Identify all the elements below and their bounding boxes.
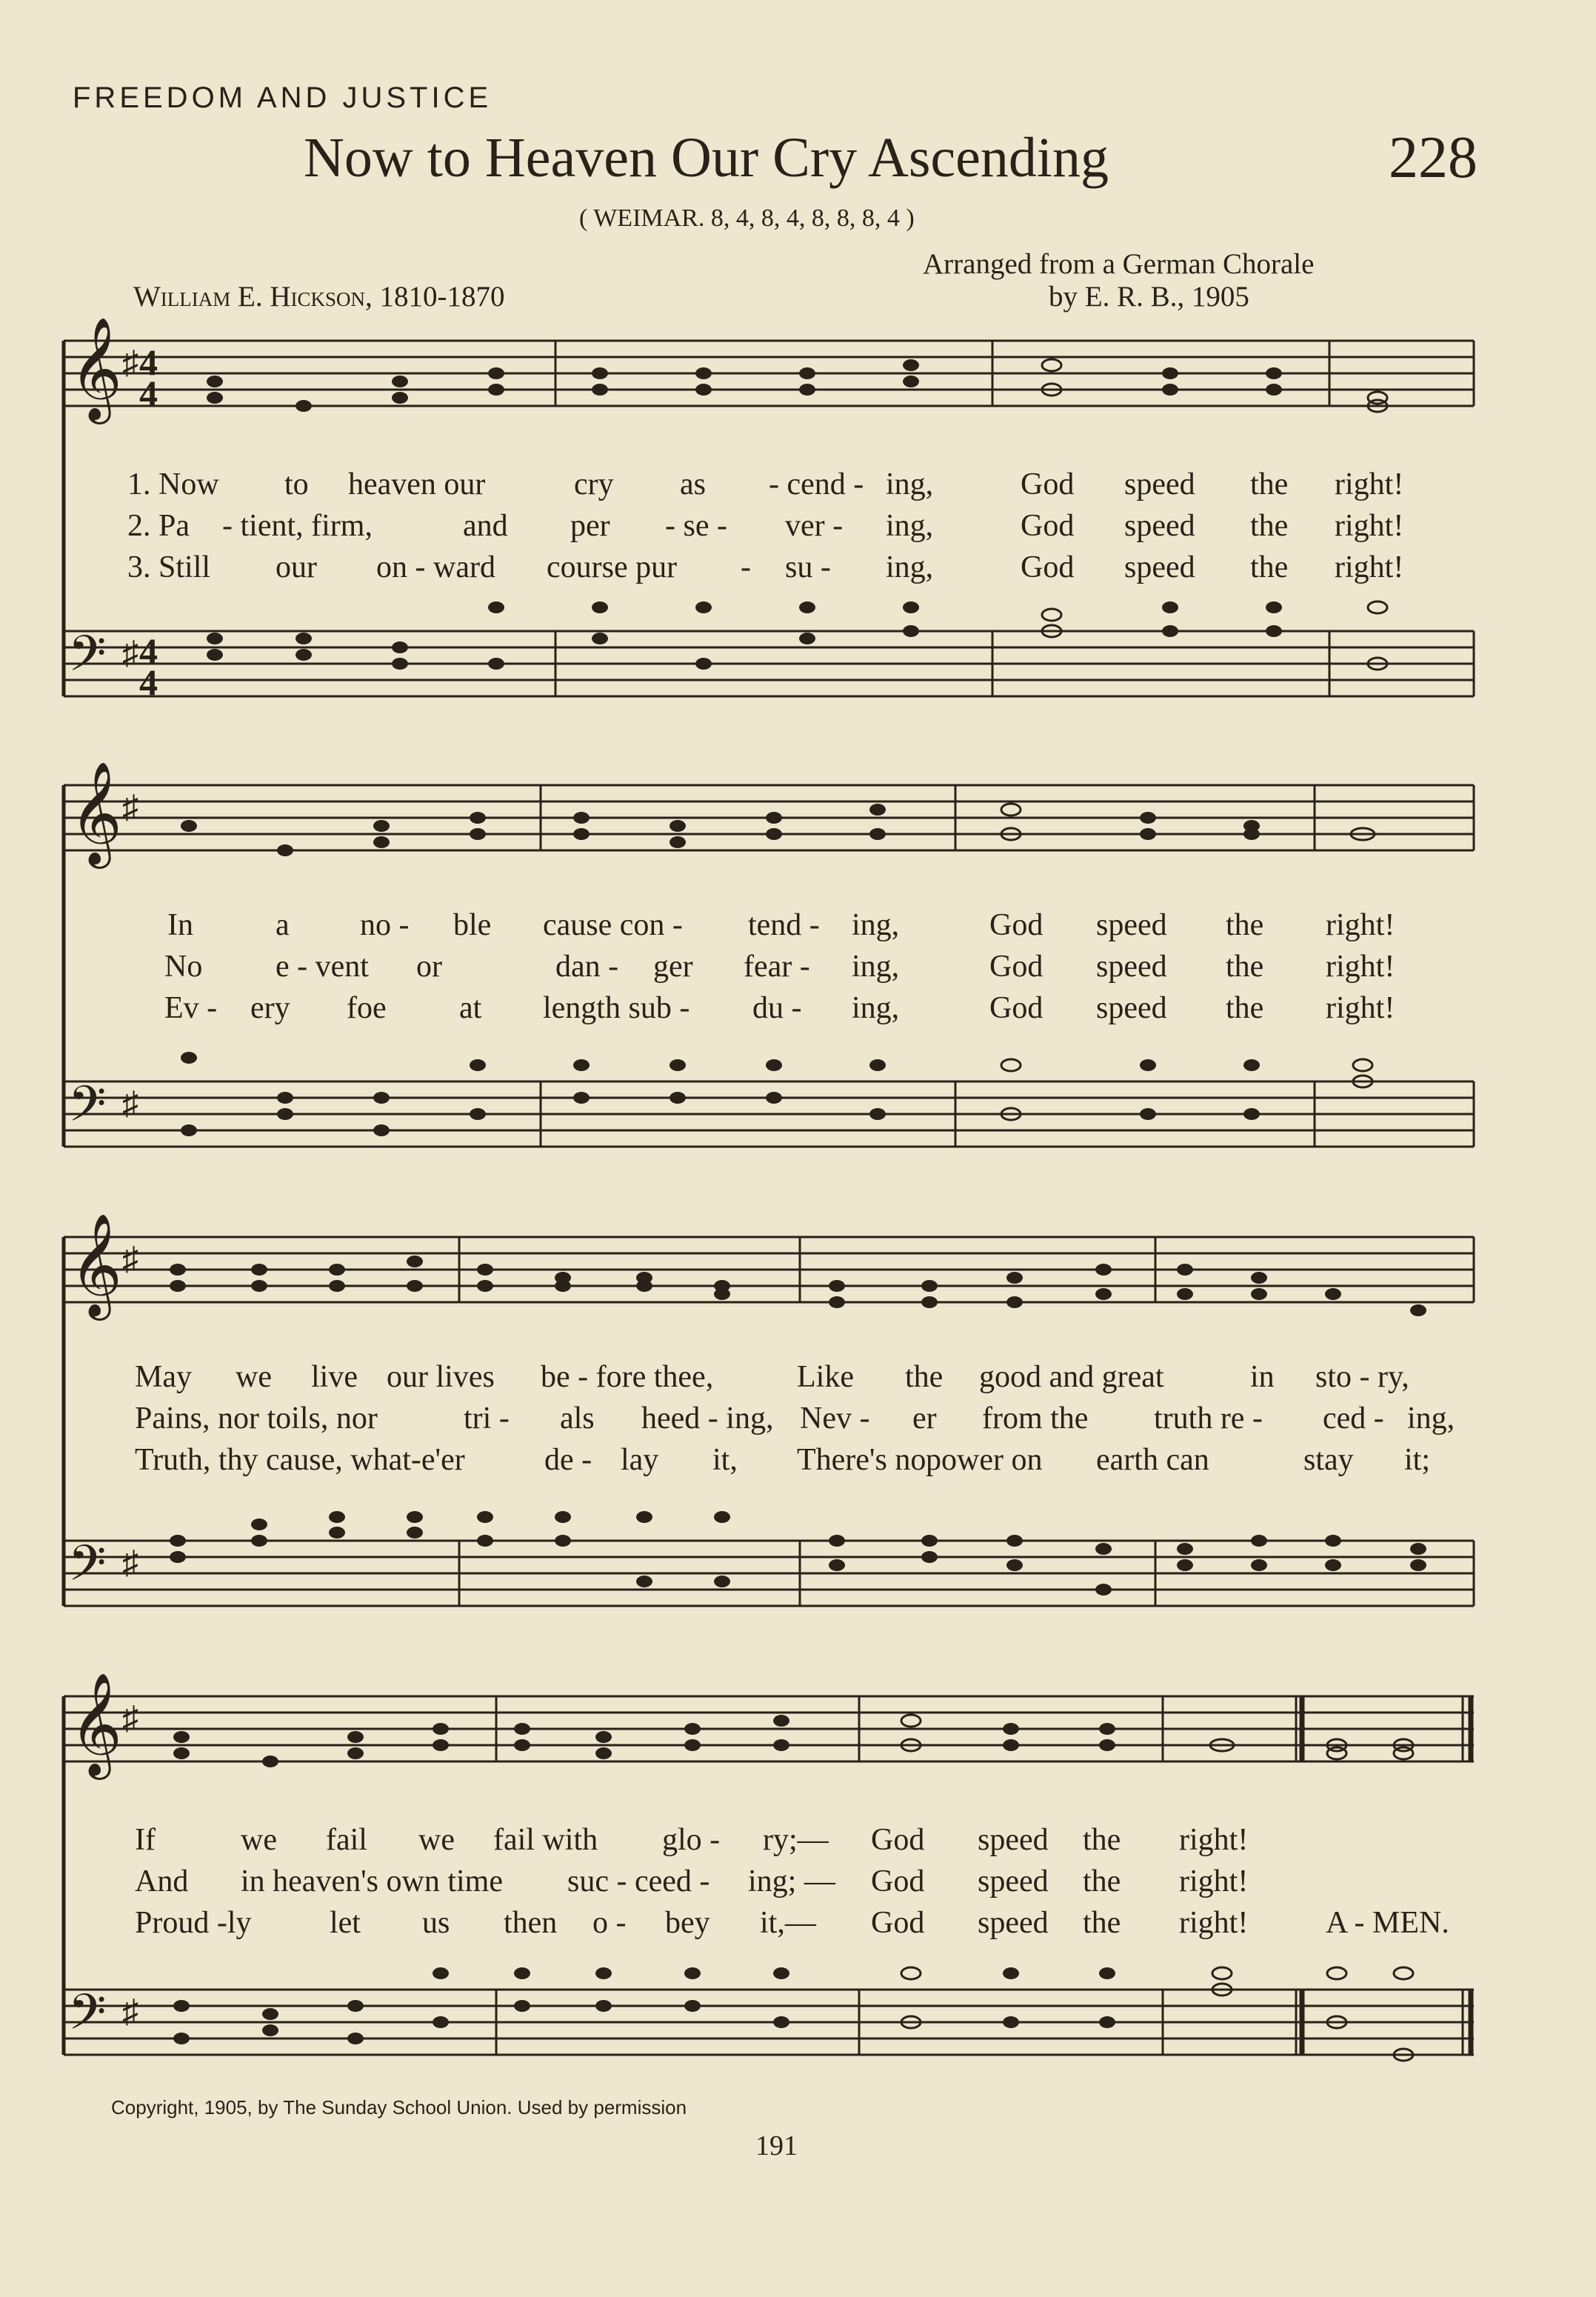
lyrics-system-4: If we fail we fail with glo - ry;— God speed the right! And in heaven's own time suc - ceed - ing; — God speed the right! Proud -ly let us then o - bey it,— God speed the right! A - MEN. — [135, 1823, 1449, 1940]
arranger-line-2: by E. R. B., 1905 — [1049, 281, 1249, 313]
lyrics-system-1: 1. Now to heaven our cry as - cend - ing, God speed the right! 2. Pa - tient, firm, and per - se - ver - ing, God speed the right! 3. Still our on - ward course pur - su - ing, God speed the right! — [127, 467, 1404, 584]
svg-text:𝄞: 𝄞 — [70, 317, 122, 420]
svg-text:𝄢: 𝄢 — [68, 1535, 107, 1604]
svg-text:♯: ♯ — [122, 1085, 138, 1121]
svg-text:♯: ♯ — [122, 1544, 138, 1581]
svg-text:𝄞: 𝄞 — [70, 1213, 122, 1316]
author-credit: William E. Hickson, 1810-1870 — [133, 281, 505, 313]
arranger-line-1: Arranged from a German Chorale — [923, 248, 1315, 280]
svg-text:4: 4 — [139, 373, 158, 414]
svg-text:♯: ♯ — [122, 1993, 138, 2030]
svg-text:𝄞: 𝄞 — [70, 1673, 122, 1776]
svg-text:4: 4 — [139, 630, 158, 672]
svg-text:♯: ♯ — [122, 789, 138, 825]
copyright-notice: Copyright, 1905, by The Sunday School Union. Used by permission — [111, 2096, 687, 2118]
svg-text:♯: ♯ — [122, 344, 138, 381]
svg-text:♯: ♯ — [122, 1700, 138, 1736]
svg-text:♯: ♯ — [122, 635, 138, 671]
svg-text:𝄢: 𝄢 — [68, 1076, 107, 1144]
hymn-title: Now to Heaven Our Cry Ascending — [304, 127, 1109, 189]
svg-text:𝄢: 𝄢 — [68, 625, 107, 694]
page-number: 191 — [755, 2130, 798, 2161]
lyrics-system-3: May we live our lives be - fore thee, Like the good and great in sto - ry, Pains, nor toils, nor tri - als heed - ing, Nev - er from the truth re - ced - ing, Truth, thy cause, what-e'er de - lay it, There's no power on earth can stay it; — [135, 1360, 1455, 1477]
tune-name: ( WEIMAR. 8, 4, 8, 4, 8, 8, 8, 4 ) — [579, 204, 915, 232]
section-heading: FREEDOM AND JUSTICE — [73, 81, 493, 114]
amen-label: A - MEN. — [1326, 1906, 1449, 1940]
svg-text:♯: ♯ — [122, 1241, 138, 1277]
svg-text:𝄢: 𝄢 — [68, 1984, 107, 2053]
svg-text:4: 4 — [139, 341, 158, 383]
hymn-number: 228 — [1389, 125, 1478, 190]
svg-text:𝄞: 𝄞 — [70, 761, 122, 864]
lyrics-system-2: In a no - ble cause con - tend - ing, God speed the right! No e - vent or dan - ger fear - ing, God speed the right! Ev - ery foe at length sub - du - ing, God speed the right! — [164, 908, 1395, 1025]
svg-text:4: 4 — [139, 661, 158, 703]
